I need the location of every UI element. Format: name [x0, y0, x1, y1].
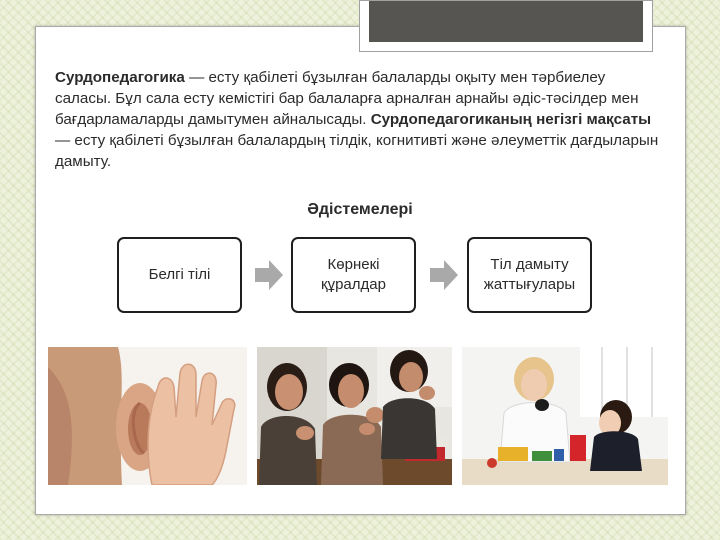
speech-therapy-session-photo	[462, 347, 668, 485]
method-box-sign-language	[117, 237, 242, 313]
term-main-goal: Сурдопедагогиканың негізгі мақсаты	[370, 111, 652, 128]
arrow-right-icon	[430, 260, 458, 290]
goal-text: — есту қабілеті бұзылған балалардың тілдік, когнитивті және әлеуметтік дағдыларын дамыту.	[55, 132, 659, 170]
definition-text: — есту қабілеті бұзылған балаларды оқыту мен тәрбиелеу саласы. Бұл сала есту кемістігі бар балаларға арналған арнайы әдіс-тәсілдер мен бағдарламаларды дамытумен айналысады.	[55, 69, 639, 128]
title-placeholder	[369, 1, 643, 42]
methods-heading: Әдістемелері	[307, 201, 413, 218]
ear-cupped-hand-photo	[48, 347, 247, 485]
term-surdopedagogy: Сурдопедагогика	[55, 69, 185, 86]
method-box-speech-exercises	[467, 237, 592, 313]
method-label: Тіл дамыту жаттығулары	[483, 256, 576, 293]
arrow-right-icon	[255, 260, 283, 290]
method-box-visual-aids	[291, 237, 416, 313]
intro-paragraph	[55, 67, 665, 172]
method-label: Белгі тілі	[148, 266, 211, 283]
method-label: Көрнекі құралдар	[321, 256, 386, 293]
title-placeholder-frame	[359, 0, 653, 52]
sign-language-class-photo	[257, 347, 452, 485]
